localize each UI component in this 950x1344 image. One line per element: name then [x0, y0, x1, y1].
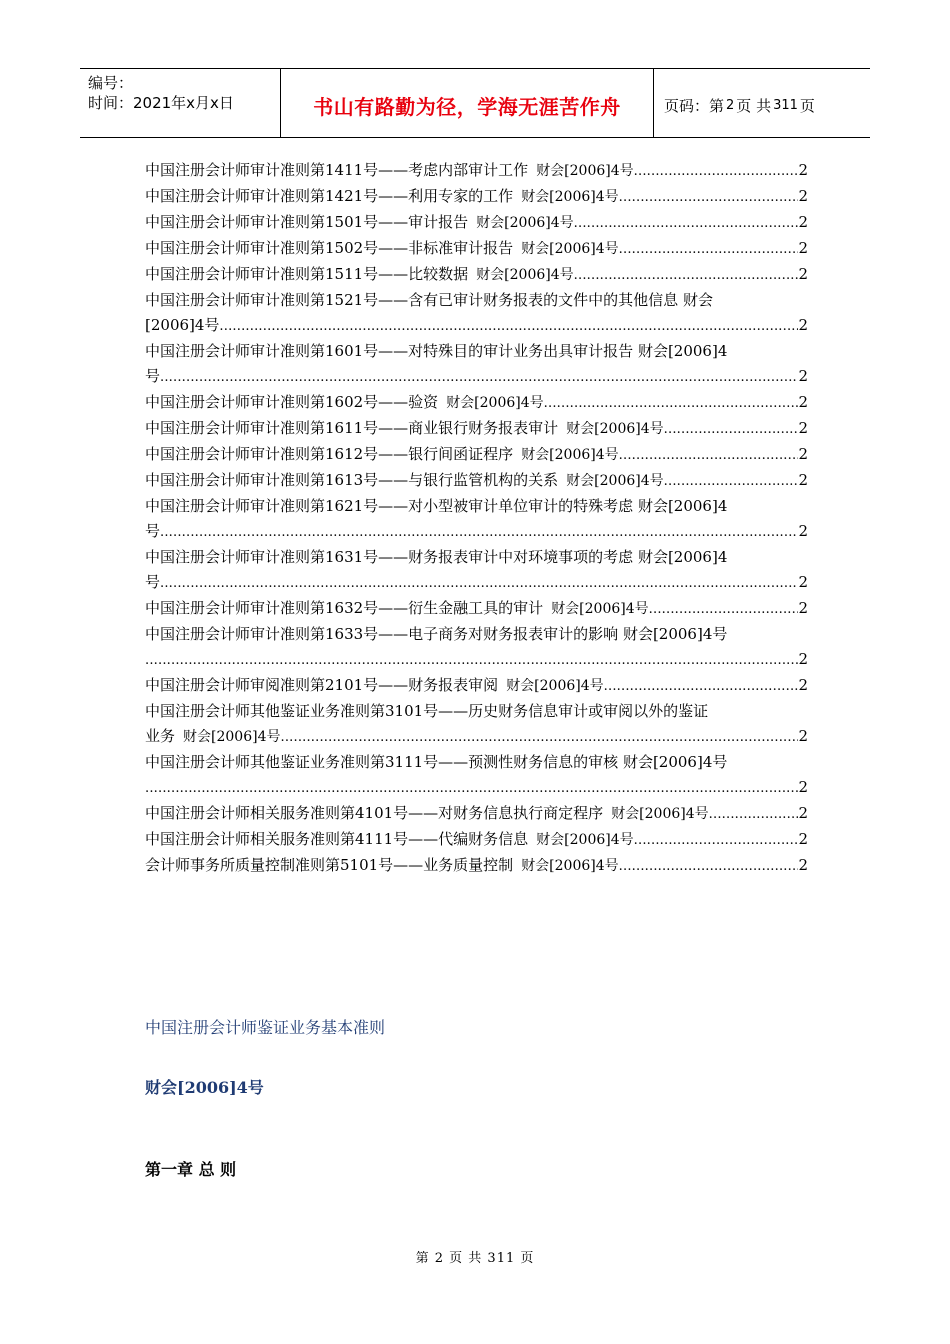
toc-entry[interactable] [145, 158, 808, 184]
toc-leader-dots [160, 571, 798, 596]
toc-entry-first-line: 中国注册会计师审计准则第1633号——电子商务对财务报表审计的影响 财会[2006]4号 [145, 625, 728, 643]
header-meta [80, 69, 281, 137]
toc-entry-title: 中国注册会计师审计准则第1611号——商业银行财务报表审计 [145, 419, 559, 437]
toc-entry[interactable] [145, 673, 808, 699]
toc-entry-page: 2 [798, 778, 808, 796]
toc-entry-title: 中国注册会计师审计准则第1502号——非标准审计报告 [145, 239, 514, 257]
toc-entry-page: 2 [798, 727, 808, 745]
toc-entry[interactable] [145, 416, 808, 442]
toc-entry-title: 中国注册会计师相关服务准则第4101号——对财务信息执行商定程序 [145, 804, 604, 822]
toc-entry-source: 财会[2006]4号 [521, 241, 619, 257]
toc-entry-page: 2 [798, 419, 808, 437]
toc-entry-source: 财会[2006]4号 [566, 421, 664, 437]
toc-leader-dots [604, 674, 799, 699]
toc-entry-source: 财会[2006]4号 [536, 163, 634, 179]
toc-entry-source: 财会[2006]4号 [521, 858, 619, 874]
toc-entry-title: 业务 [145, 727, 176, 745]
section-title: 中国注册会计师鉴证业务基本准则 [145, 1018, 386, 1037]
toc-leader-dots [219, 314, 798, 339]
toc-entry-title: 中国注册会计师审计准则第1613号——与银行监管机构的关系 [145, 471, 559, 489]
toc-entry-page: 2 [798, 316, 808, 334]
toc-entry[interactable] [145, 390, 808, 416]
toc-entry-source: 财会[2006]4号 [611, 806, 709, 822]
toc-entry-title: 中国注册会计师审计准则第1411号——考虑内部审计工作 [145, 161, 529, 179]
toc-entry[interactable] [145, 236, 808, 262]
header-page-total: 311 [773, 97, 798, 113]
toc-entry-page: 2 [798, 367, 808, 385]
header-motto: 书山有路勤为径，学海无涯苦作舟 [281, 69, 654, 137]
toc-leader-dots [574, 211, 799, 236]
toc-entry-first-line: 中国注册会计师审计准则第1601号——对特殊目的审计业务出具审计报告 财会[2006]4 [145, 342, 728, 360]
toc-entry[interactable] [145, 545, 808, 596]
toc-entry-title: 中国注册会计师审计准则第1632号——衍生金融工具的审计 [145, 599, 544, 617]
header-page-current: 2 [726, 97, 735, 113]
toc-entry-page: 2 [798, 393, 808, 411]
chapter-heading: 第一章 总 则 [145, 1160, 237, 1179]
toc-entry[interactable] [145, 827, 808, 853]
toc-entry[interactable] [145, 184, 808, 210]
page-header [80, 68, 870, 138]
toc-entry-page: 2 [798, 213, 808, 231]
toc-leader-dots [160, 520, 798, 545]
toc-entry[interactable] [145, 801, 808, 827]
toc-entry-source: 财会[2006]4号 [446, 395, 544, 411]
page-footer: 第 2 页 共 311 页 [415, 1251, 535, 1266]
toc-leader-dots [619, 185, 799, 210]
toc-entry-page: 2 [798, 599, 808, 617]
toc-leader-dots [574, 263, 799, 288]
table-of-contents [145, 158, 808, 879]
toc-entry-page: 2 [798, 856, 808, 874]
toc-leader-dots [619, 237, 799, 262]
header-page-suffix: 页 [799, 96, 815, 115]
toc-entry-title: 中国注册会计师审计准则第1501号——审计报告 [145, 213, 469, 231]
toc-entry-title: 号 [145, 522, 161, 540]
header-time-label: 时间：2021年x月x日 [88, 94, 234, 112]
toc-entry-first-line: 中国注册会计师其他鉴证业务准则第3111号——预测性财务信息的审核 财会[2006]4号 [145, 753, 728, 771]
toc-leader-dots [544, 391, 799, 416]
toc-entry-source: 财会[2006]4号 [521, 189, 619, 205]
toc-entry-title: 中国注册会计师相关服务准则第4111号——代编财务信息 [145, 830, 529, 848]
toc-entry-source: 财会[2006]4号 [506, 678, 604, 694]
toc-entry-first-line: 中国注册会计师审计准则第1521号——含有已审计财务报表的文件中的其他信息 财会 [145, 291, 713, 309]
header-page-prefix: 页码：第 [664, 96, 725, 115]
header-number-label: 编号： [88, 74, 134, 92]
toc-entry[interactable] [145, 750, 808, 801]
document-number: 财会[2006]4号 [145, 1078, 264, 1097]
toc-leader-dots [145, 648, 798, 673]
toc-entry[interactable] [145, 494, 808, 545]
toc-entry-title: 号 [145, 367, 161, 385]
toc-entry-title: 中国注册会计师审计准则第1612号——银行间函证程序 [145, 445, 514, 463]
toc-entry[interactable] [145, 468, 808, 494]
toc-entry-page: 2 [798, 161, 808, 179]
toc-entry-page: 2 [798, 830, 808, 848]
toc-entry-page: 2 [798, 187, 808, 205]
toc-entry-page: 2 [798, 676, 808, 694]
toc-entry-page: 2 [798, 522, 808, 540]
header-page-mid: 页 共 [736, 96, 772, 115]
toc-leader-dots [664, 469, 799, 494]
toc-entry-source: 财会[2006]4号 [566, 473, 664, 489]
toc-entry[interactable] [145, 596, 808, 622]
toc-entry[interactable] [145, 210, 808, 236]
toc-leader-dots [649, 597, 799, 622]
toc-entry[interactable] [145, 262, 808, 288]
toc-entry[interactable] [145, 853, 808, 879]
toc-leader-dots [619, 443, 799, 468]
toc-entry[interactable] [145, 442, 808, 468]
toc-entry[interactable] [145, 699, 808, 750]
toc-leader-dots [145, 776, 798, 801]
toc-entry-source: 财会[2006]4号 [476, 215, 574, 231]
toc-entry-title: 号 [145, 573, 161, 591]
toc-entry-source: 财会[2006]4号 [521, 447, 619, 463]
toc-entry-page: 2 [798, 445, 808, 463]
toc-entry-page: 2 [798, 804, 808, 822]
header-page-info [654, 69, 870, 137]
toc-leader-dots [664, 417, 799, 442]
toc-entry-first-line: 中国注册会计师审计准则第1631号——财务报表审计中对环境事项的考虑 财会[2006]4 [145, 548, 728, 566]
toc-entry-page: 2 [798, 239, 808, 257]
toc-entry-page: 2 [798, 650, 808, 668]
toc-leader-dots [634, 159, 799, 184]
toc-entry-source: 财会[2006]4号 [476, 267, 574, 283]
toc-entry-first-line: 中国注册会计师其他鉴证业务准则第3101号——历史财务信息审计或审阅以外的鉴证 [145, 702, 709, 720]
toc-entry-title: 会计师事务所质量控制准则第5101号——业务质量控制 [145, 856, 514, 874]
toc-entry-page: 2 [798, 265, 808, 283]
toc-entry[interactable] [145, 288, 808, 339]
toc-entry[interactable] [145, 622, 808, 673]
toc-entry[interactable] [145, 339, 808, 390]
toc-leader-dots [160, 365, 798, 390]
toc-leader-dots [280, 725, 798, 750]
toc-entry-source: 财会[2006]4号 [183, 729, 281, 745]
toc-entry-title: 中国注册会计师审计准则第1421号——利用专家的工作 [145, 187, 514, 205]
toc-leader-dots [709, 802, 799, 827]
toc-entry-source: 财会[2006]4号 [551, 601, 649, 617]
toc-entry-title: 中国注册会计师审阅准则第2101号——财务报表审阅 [145, 676, 499, 694]
toc-entry-title: 中国注册会计师审计准则第1602号——验资 [145, 393, 439, 411]
toc-entry-page: 2 [798, 573, 808, 591]
toc-entry-title: [2006]4号 [145, 316, 220, 334]
toc-entry-title: 中国注册会计师审计准则第1511号——比较数据 [145, 265, 469, 283]
toc-entry-first-line: 中国注册会计师审计准则第1621号——对小型被审计单位审计的特殊考虑 财会[2006]4 [145, 497, 728, 515]
toc-entry-source: 财会[2006]4号 [536, 832, 634, 848]
toc-leader-dots [619, 854, 799, 879]
toc-leader-dots [634, 828, 799, 853]
toc-entry-page: 2 [798, 471, 808, 489]
